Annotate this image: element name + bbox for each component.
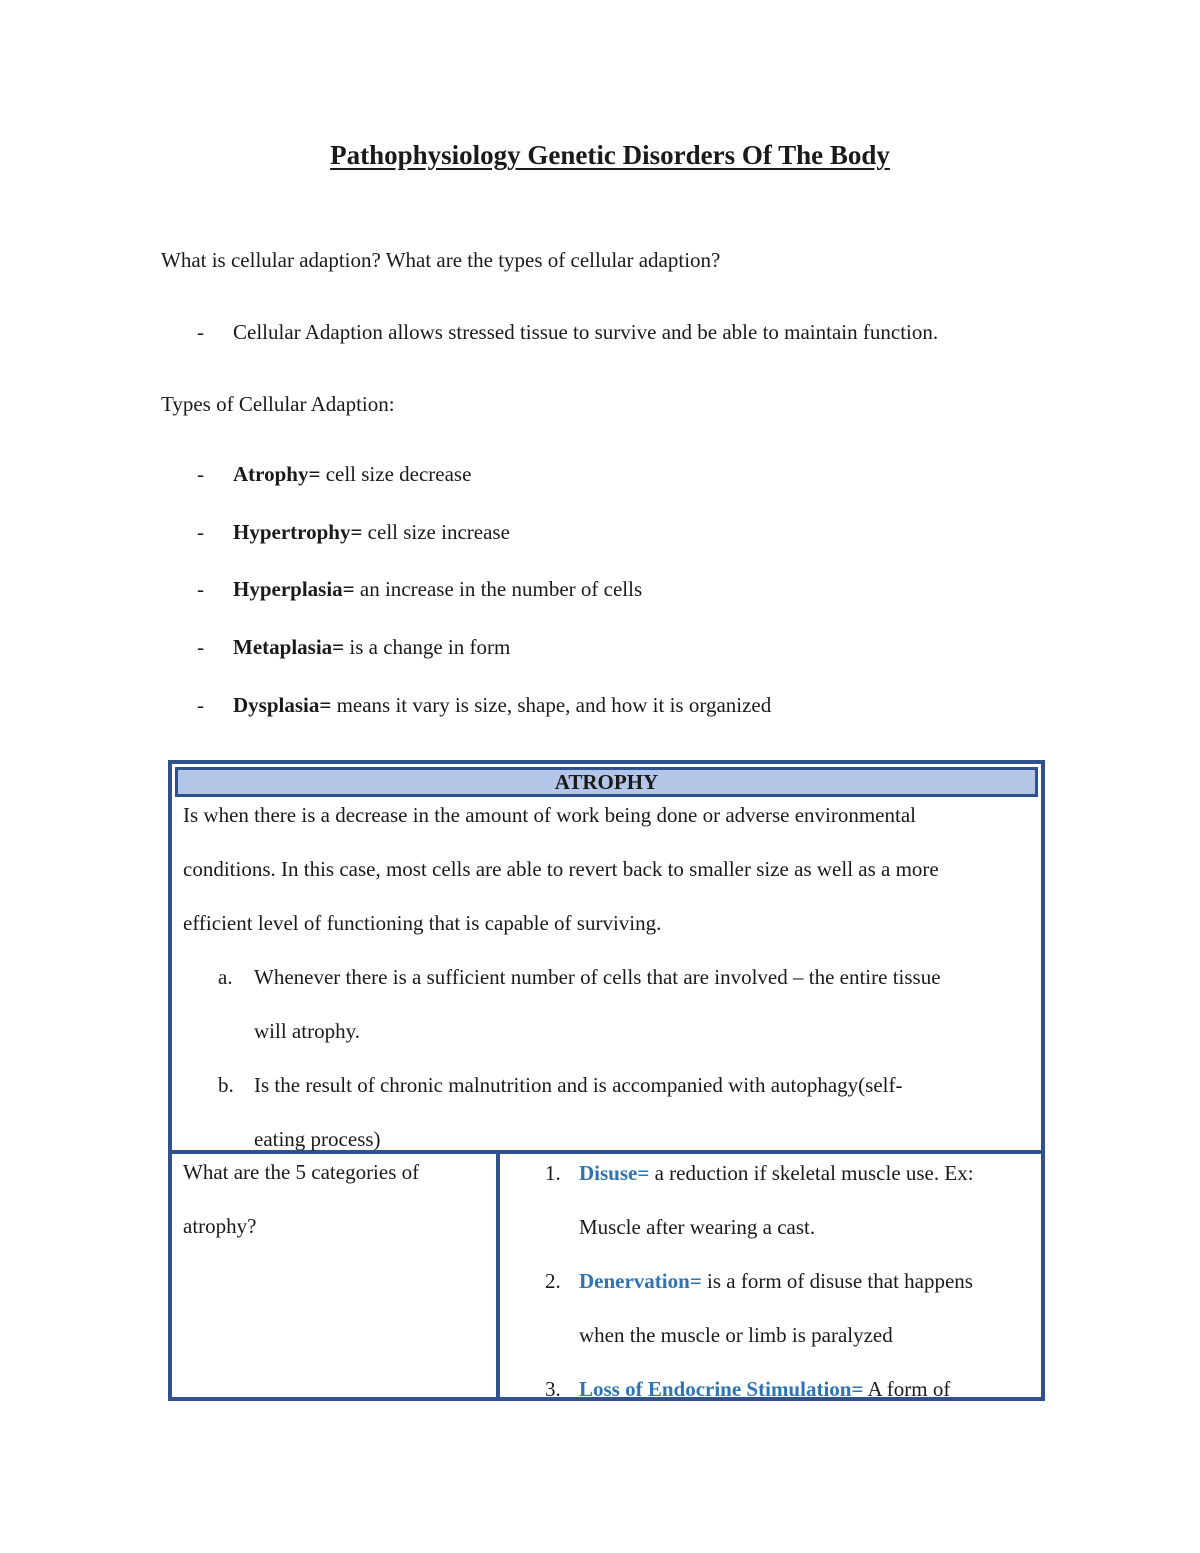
type-desc: is a change in form [344, 635, 511, 659]
table-body-line: conditions. In this case, most cells are able to revert back to smaller size as well as a more [183, 857, 939, 881]
type-item [197, 462, 471, 487]
category-desc-line: when the muscle or limb is paralyzed [579, 1323, 893, 1347]
dash-bullet: - [197, 462, 204, 486]
category-desc: A form of [863, 1377, 951, 1401]
category-term: Disuse= [579, 1161, 650, 1185]
type-desc: an increase in the number of cells [354, 577, 643, 601]
type-term: Hypertrophy= [233, 520, 363, 544]
atrophy-table [168, 760, 1045, 1401]
type-term: Dysplasia= [233, 693, 332, 717]
type-desc: cell size increase [362, 520, 510, 544]
type-desc: means it vary is size, shape, and how it is organized [331, 693, 772, 717]
category-desc: a reduction if skeletal muscle use. Ex: [649, 1161, 974, 1185]
type-item [197, 520, 510, 545]
category-item [579, 1269, 973, 1294]
types-heading: Types of Cellular Adaption: [161, 392, 395, 416]
categories-question-line: atrophy? [183, 1214, 257, 1238]
type-item [197, 693, 771, 718]
sub-item-marker: b. [218, 1073, 234, 1097]
question-text: What is cellular adaption? What are the types of cellular adaption? [161, 248, 721, 272]
answer-text: Cellular Adaption allows stressed tissue to survive and be able to maintain function. [233, 320, 939, 344]
category-term: Denervation= [579, 1269, 702, 1293]
dash-bullet: - [197, 693, 204, 717]
category-number: 2. [545, 1269, 561, 1293]
table-body-line: efficient level of functioning that is capable of surviving. [183, 911, 662, 935]
type-term: Hyperplasia= [233, 577, 355, 601]
table-header: ATROPHY [175, 767, 1038, 797]
type-item [197, 577, 642, 602]
dash-bullet: - [197, 320, 204, 344]
sub-item-marker: a. [218, 965, 233, 989]
sub-item-line: Whenever there is a sufficient number of cells that are involved – the entire tissue [254, 965, 941, 989]
category-number: 1. [545, 1161, 561, 1185]
type-item [197, 635, 510, 660]
category-desc-line: Muscle after wearing a cast. [579, 1215, 816, 1239]
sub-item-line: Is the result of chronic malnutrition and is accompanied with autophagy(self- [254, 1073, 903, 1097]
category-number: 3. [545, 1377, 561, 1401]
dash-bullet: - [197, 635, 204, 659]
type-term: Atrophy= [233, 462, 321, 486]
page-title: Pathophysiology Genetic Disorders Of The Body [330, 140, 890, 170]
category-item [579, 1161, 974, 1186]
answer-line [197, 320, 938, 345]
sub-item-line: will atrophy. [254, 1019, 360, 1043]
type-desc: cell size decrease [320, 462, 472, 486]
category-item [579, 1377, 950, 1402]
type-term: Metaplasia= [233, 635, 345, 659]
category-desc: is a form of disuse that happens [701, 1269, 973, 1293]
dash-bullet: - [197, 577, 204, 601]
table-body-line: Is when there is a decrease in the amount of work being done or adverse environmental [183, 803, 916, 827]
dash-bullet: - [197, 520, 204, 544]
sub-item-line: eating process) [254, 1127, 381, 1151]
categories-question-line: What are the 5 categories of [183, 1160, 420, 1184]
category-term: Loss of Endocrine Stimulation= [579, 1377, 864, 1401]
column-divider [496, 1150, 500, 1397]
